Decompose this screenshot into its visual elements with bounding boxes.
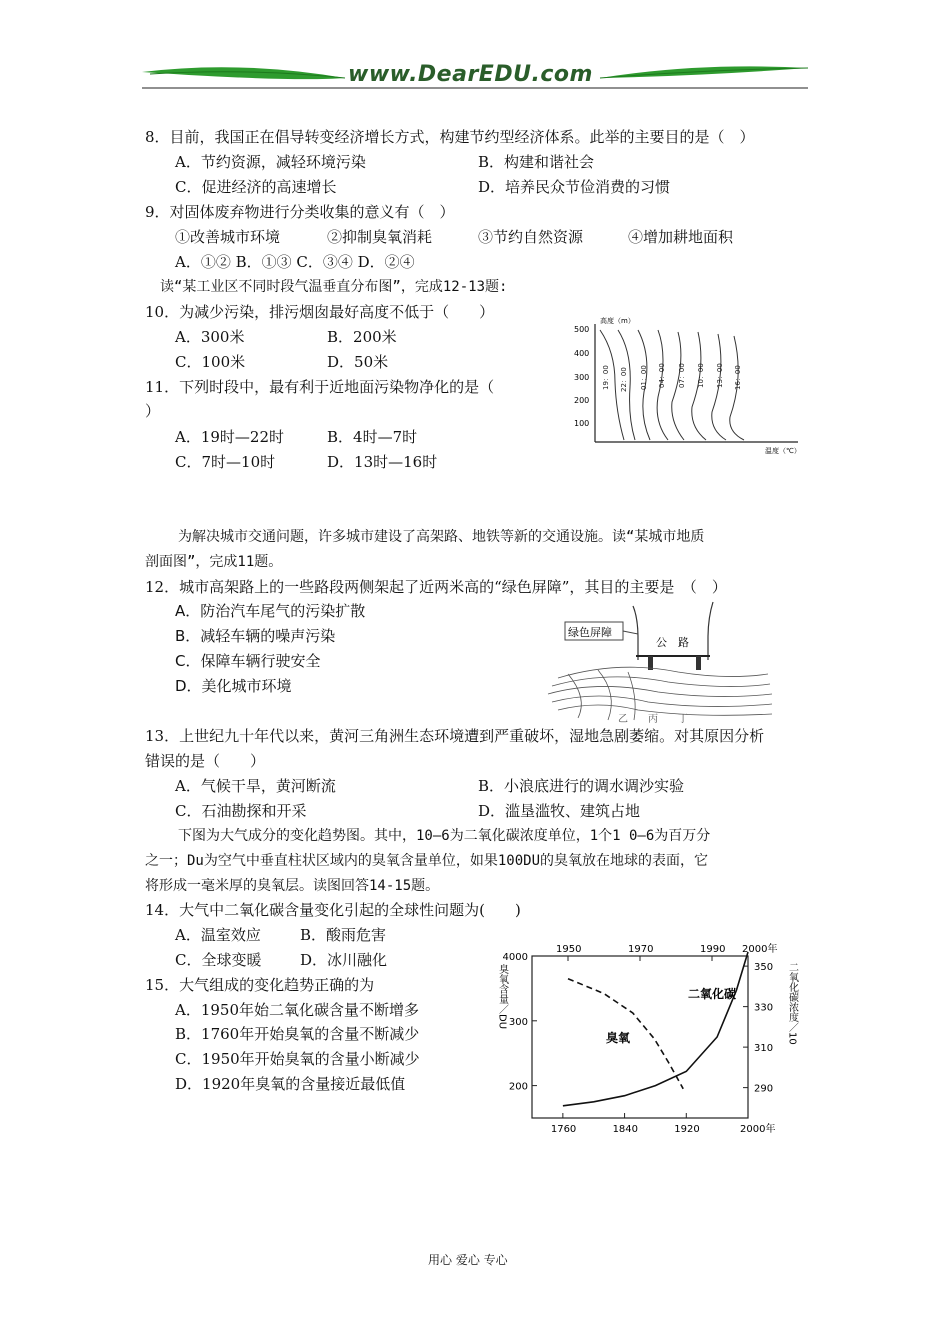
top-axis-tick-label: 1970 bbox=[628, 944, 654, 955]
q11-stem-cont: ） bbox=[145, 402, 161, 420]
q10-option-a: A．300米 bbox=[175, 328, 245, 346]
temp-y-tick: 100 bbox=[574, 419, 590, 428]
intro-traffic-line2: 剖面图”，完成11题。 bbox=[145, 554, 283, 570]
temp-curve-label: 19：00 bbox=[602, 365, 610, 390]
intro-traffic-line1: 为解决城市交通问题，许多城市建设了高架路、地铁等新的交通设施。读“某城市地质 bbox=[178, 529, 705, 545]
left-axis-tick-label: 4000 bbox=[502, 952, 528, 963]
temp-curve-label: 01：00 bbox=[640, 365, 648, 390]
q10-stem: 10．为减少污染，排污烟囱最好高度不低于（ ） bbox=[145, 303, 495, 321]
temp-curve-label: 22：00 bbox=[620, 367, 628, 392]
header-banner bbox=[140, 58, 810, 96]
plot-frame bbox=[532, 956, 748, 1118]
intro-atmosphere-line1: 下图为大气成分的变化趋势图。其中，10—6为二氧化碳浓度单位，1个1 0—6为百万分 bbox=[178, 828, 711, 844]
right-axis-tick-label: 290 bbox=[754, 1083, 774, 1095]
q9-stem: 9．对固体废弃物进行分类收集的意义有（ ） bbox=[145, 203, 455, 221]
q10-option-d: D．50米 bbox=[327, 353, 389, 371]
q13-stem-line2: 错误的是（ ） bbox=[145, 752, 266, 770]
q14-stem: 14．大气中二氧化碳含量变化引起的全球性问题为( ) bbox=[145, 901, 521, 919]
right-axis-tick-label: 310 bbox=[754, 1043, 774, 1055]
q10-option-c: C．100米 bbox=[175, 353, 246, 371]
q8-stem: 8．目前，我国正在倡导转变经济增长方式，构建节约型经济体系。此举的主要目的是（ ） bbox=[145, 128, 755, 146]
temperature-profile-figure bbox=[560, 312, 810, 460]
q15-option-c: C．1950年开始臭氧的含量小断减少 bbox=[175, 1050, 420, 1068]
q9-options: A．①② B．①③ C．③④ D．②④ bbox=[175, 253, 415, 271]
q15-option-d: D．1920年臭氧的含量接近最低值 bbox=[175, 1075, 406, 1093]
temp-curve-label: 07：00 bbox=[678, 363, 686, 388]
q15-stem: 15．大气组成的变化趋势正确的为 bbox=[145, 976, 375, 994]
road-bottom-labels: 乙 丙 丁 bbox=[618, 714, 688, 725]
right-axis-tick-label: 330 bbox=[754, 1002, 774, 1014]
q8-option-d: D．培养民众节俭消费的习惯 bbox=[478, 178, 671, 196]
temp-x-label: 温度（℃） bbox=[765, 447, 801, 455]
top-axis-tick-label: 1950 bbox=[556, 944, 582, 955]
q12-option-a: A．防治汽车尾气的污染扩散 bbox=[175, 602, 366, 620]
ozone-series-label: 臭氧 bbox=[606, 1031, 631, 1045]
temp-y-label: 高度（m） bbox=[600, 317, 635, 325]
co2-series-label: 二氧化碳 bbox=[688, 987, 737, 1001]
q8-option-c: C．促进经济的高速增长 bbox=[175, 178, 337, 196]
q9-item-3: ③节约自然资源 bbox=[478, 228, 584, 246]
temp-curve-label: 10：00 bbox=[697, 363, 705, 388]
header-site-logo: www.DearEDU.com bbox=[348, 62, 593, 87]
bottom-axis-tick-label: 1760 bbox=[550, 1124, 577, 1135]
q12-option-b: B．减轻车辆的噪声污染 bbox=[175, 627, 336, 645]
q11-option-a: A．19时—22时 bbox=[175, 428, 285, 446]
q9-item-2: ②抑制臭氧消耗 bbox=[327, 228, 433, 246]
q12-stem: 12．城市高架路上的一些路段两侧架起了近两米高的“绿色屏障”，其目的主要是 （ ） bbox=[145, 578, 727, 596]
q13-option-d: D．滥垦滥牧、建筑占地 bbox=[478, 802, 641, 820]
intro-atmosphere-line3: 将形成一毫米厚的臭氧层。读图回答14-15题。 bbox=[145, 878, 440, 894]
temp-y-tick: 500 bbox=[574, 325, 590, 334]
co2-series-line bbox=[563, 952, 748, 1106]
temp-y-tick: 400 bbox=[574, 349, 590, 358]
road-label: 公 路 bbox=[656, 636, 689, 649]
temp-y-tick: 200 bbox=[574, 396, 590, 405]
q14-option-d: D．冰川融化 bbox=[300, 951, 388, 969]
q13-option-c: C．石油勘探和开采 bbox=[175, 802, 307, 820]
q8-option-b: B．构建和谐社会 bbox=[478, 153, 595, 171]
q12-option-d: D．美化城市环境 bbox=[175, 677, 292, 695]
left-axis-label: 臭氧含量／DU bbox=[496, 964, 508, 1030]
q14-option-a: A．温室效应 bbox=[175, 926, 261, 944]
q13-stem-line1: 13．上世纪九十年代以来，黄河三角洲生态环境遭到严重破坏，湿地急剧萎缩。对其原因分析 bbox=[145, 727, 765, 745]
q15-option-b: B．1760年开始臭氧的含量不断减少 bbox=[175, 1025, 420, 1043]
footer-motto: 用心 爱心 专心 bbox=[428, 1253, 508, 1267]
q10-option-b: B．200米 bbox=[327, 328, 397, 346]
temp-curve-label: 04：00 bbox=[658, 363, 666, 388]
atmosphere-composition-chart bbox=[488, 938, 810, 1144]
q13-option-b: B．小浪底进行的调水调沙实验 bbox=[478, 777, 685, 795]
right-axis-tick-label: 350 bbox=[754, 962, 774, 974]
temp-y-tick: 300 bbox=[574, 373, 590, 382]
intro-temperature: 读“某工业区不同时段气温垂直分布图”，完成12-13题: bbox=[160, 279, 508, 295]
q15-option-a: A．1950年始二氧化碳含量不断增多 bbox=[175, 1001, 420, 1019]
road-section-figure bbox=[538, 598, 778, 726]
top-axis-tick-label: 1990 bbox=[700, 944, 726, 955]
q9-item-1: ①改善城市环境 bbox=[175, 228, 281, 246]
right-axis-label: 二氧化碳浓度／10 bbox=[786, 962, 798, 1045]
q11-option-b: B．4时—7时 bbox=[327, 428, 418, 446]
q14-option-b: B．酸雨危害 bbox=[300, 926, 387, 944]
temp-curve-label: 16：00 bbox=[734, 365, 742, 390]
q14-option-c: C．全球变暖 bbox=[175, 951, 262, 969]
left-axis-tick-label: 300 bbox=[508, 1016, 528, 1028]
top-axis-tick-label: 2000年 bbox=[742, 944, 778, 955]
q11-stem: 11．下列时段中，最有利于近地面污染物净化的是（ bbox=[145, 378, 495, 396]
q13-option-a: A．气候干旱，黄河断流 bbox=[175, 777, 336, 795]
bottom-axis-tick-label: 1840 bbox=[612, 1124, 639, 1135]
intro-atmosphere-line2: 之一；Du为空气中垂直柱状区域内的臭氧含量单位，如果100DU的臭氧放在地球的表面，它 bbox=[145, 853, 708, 869]
temp-curve-label: 13：00 bbox=[716, 363, 724, 388]
left-axis-tick-label: 200 bbox=[508, 1081, 528, 1093]
q11-option-d: D．13时—16时 bbox=[327, 453, 438, 471]
road-screen-label: 绿色屏障 bbox=[568, 626, 612, 639]
bottom-axis-tick-label: 2000年 bbox=[740, 1124, 776, 1135]
q9-item-4: ④增加耕地面积 bbox=[628, 228, 734, 246]
bottom-axis-tick-label: 1920 bbox=[674, 1124, 700, 1135]
q8-option-a: A．节约资源，减轻环境污染 bbox=[175, 153, 366, 171]
q12-option-c: C．保障车辆行驶安全 bbox=[175, 652, 321, 670]
q11-option-c: C．7时—10时 bbox=[175, 453, 276, 471]
